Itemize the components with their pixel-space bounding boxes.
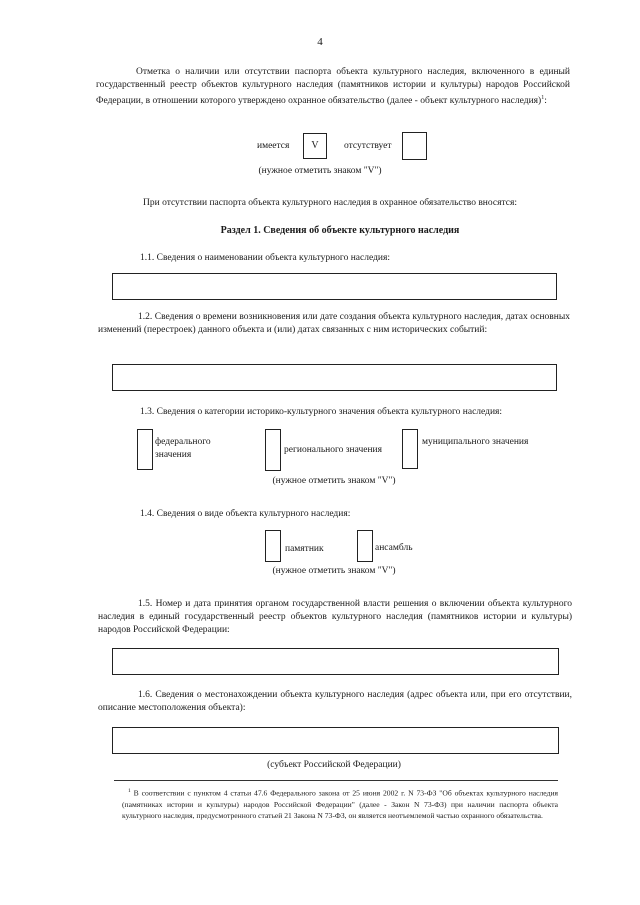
footnote-separator xyxy=(114,780,558,781)
item-1-1: 1.1. Сведения о наименовании объекта культурного наследия: xyxy=(140,253,390,263)
footnote xyxy=(122,786,558,821)
page-number: 4 xyxy=(317,36,323,48)
municipal-checkbox[interactable] xyxy=(402,429,418,469)
intro-footnote-mark: 1 xyxy=(541,95,545,101)
monument-label: памятник xyxy=(285,544,324,554)
item-1-3: 1.3. Сведения о категории историко-культурного значения объекта культурного наследия: xyxy=(140,407,503,417)
absence-note: При отсутствии паспорта объекта культурного наследия в охранное обязательство вносятся: xyxy=(143,198,517,208)
kind-hint: (нужное отметить знаком "V") xyxy=(272,566,396,576)
federal-checkbox[interactable] xyxy=(137,429,153,470)
passport-exists-label: имеется xyxy=(257,141,290,151)
item-1-6: 1.6. Сведения о местонахождении объекта культурного наследия (адрес объекта или, при его отсутствии, описание местоположения объекта): xyxy=(98,690,572,713)
intro-text: Отметка о наличии или отсутствии паспорта объекта культурного наследия, включенного в единый государственный реестр объектов культурного наследия (памятников истории и культуры) народов Российской Федерации, в отношении которого утверждено охранное обязательство (далее - объект культурного наследия) xyxy=(96,67,570,107)
federal-label: федерального значения xyxy=(155,437,211,460)
passport-absent-checkbox[interactable] xyxy=(402,132,427,160)
footnote-text: В соответствии с пунктом 4 статьи 47.6 Федерального закона от 25 июня 2002 г. N 73-ФЗ "Об объектах культурного наследия (памятниках истории и культуры) народов Российской Федерации" (далее - Закон N 73-ФЗ) при наличии паспорта объекта культурного наследия, предусмотренного статьей 21 Закона N 73-ФЗ, он является неотъемлемой частью охранного обязательства. xyxy=(122,788,558,820)
ensemble-label: ансамбль xyxy=(375,543,413,553)
category-hint: (нужное отметить знаком "V") xyxy=(272,476,396,486)
monument-checkbox[interactable] xyxy=(265,530,281,562)
regional-label: регионального значения xyxy=(284,445,382,455)
item-1-4: 1.4. Сведения о виде объекта культурного наследия: xyxy=(140,509,351,519)
passport-absent-label: отсутствует xyxy=(344,141,392,151)
passport-hint: (нужное отметить знаком "V") xyxy=(258,166,382,176)
item-1-5-field[interactable] xyxy=(112,648,559,675)
item-1-2-field[interactable] xyxy=(112,364,557,391)
subject-caption: (субъект Российской Федерации) xyxy=(267,760,401,770)
item-1-5: 1.5. Номер и дата принятия органом государственной власти решения о включении объекта культурного наследия в единый государственный реестр объектов культурного наследия (памятников истории и культуры) народов Российской Федерации: xyxy=(98,599,572,635)
footnote-mark: 1 xyxy=(128,788,131,794)
item-1-6-field[interactable] xyxy=(112,727,559,754)
intro-paragraph xyxy=(96,66,570,108)
item-1-2: 1.2. Сведения о времени возникновения или дате создания объекта культурного наследия, датах основных изменений (перестроек) данного объекта и (или) датах связанных с ним исторических событий: xyxy=(98,312,570,335)
municipal-label: муниципального значения xyxy=(422,437,529,447)
passport-exists-checkbox[interactable]: V xyxy=(303,133,327,159)
regional-checkbox[interactable] xyxy=(265,429,281,471)
item-1-1-field[interactable] xyxy=(112,273,557,300)
section-1-title: Раздел 1. Сведения об объекте культурного наследия xyxy=(220,225,460,236)
ensemble-checkbox[interactable] xyxy=(357,530,373,562)
intro-suffix: : xyxy=(544,96,547,107)
